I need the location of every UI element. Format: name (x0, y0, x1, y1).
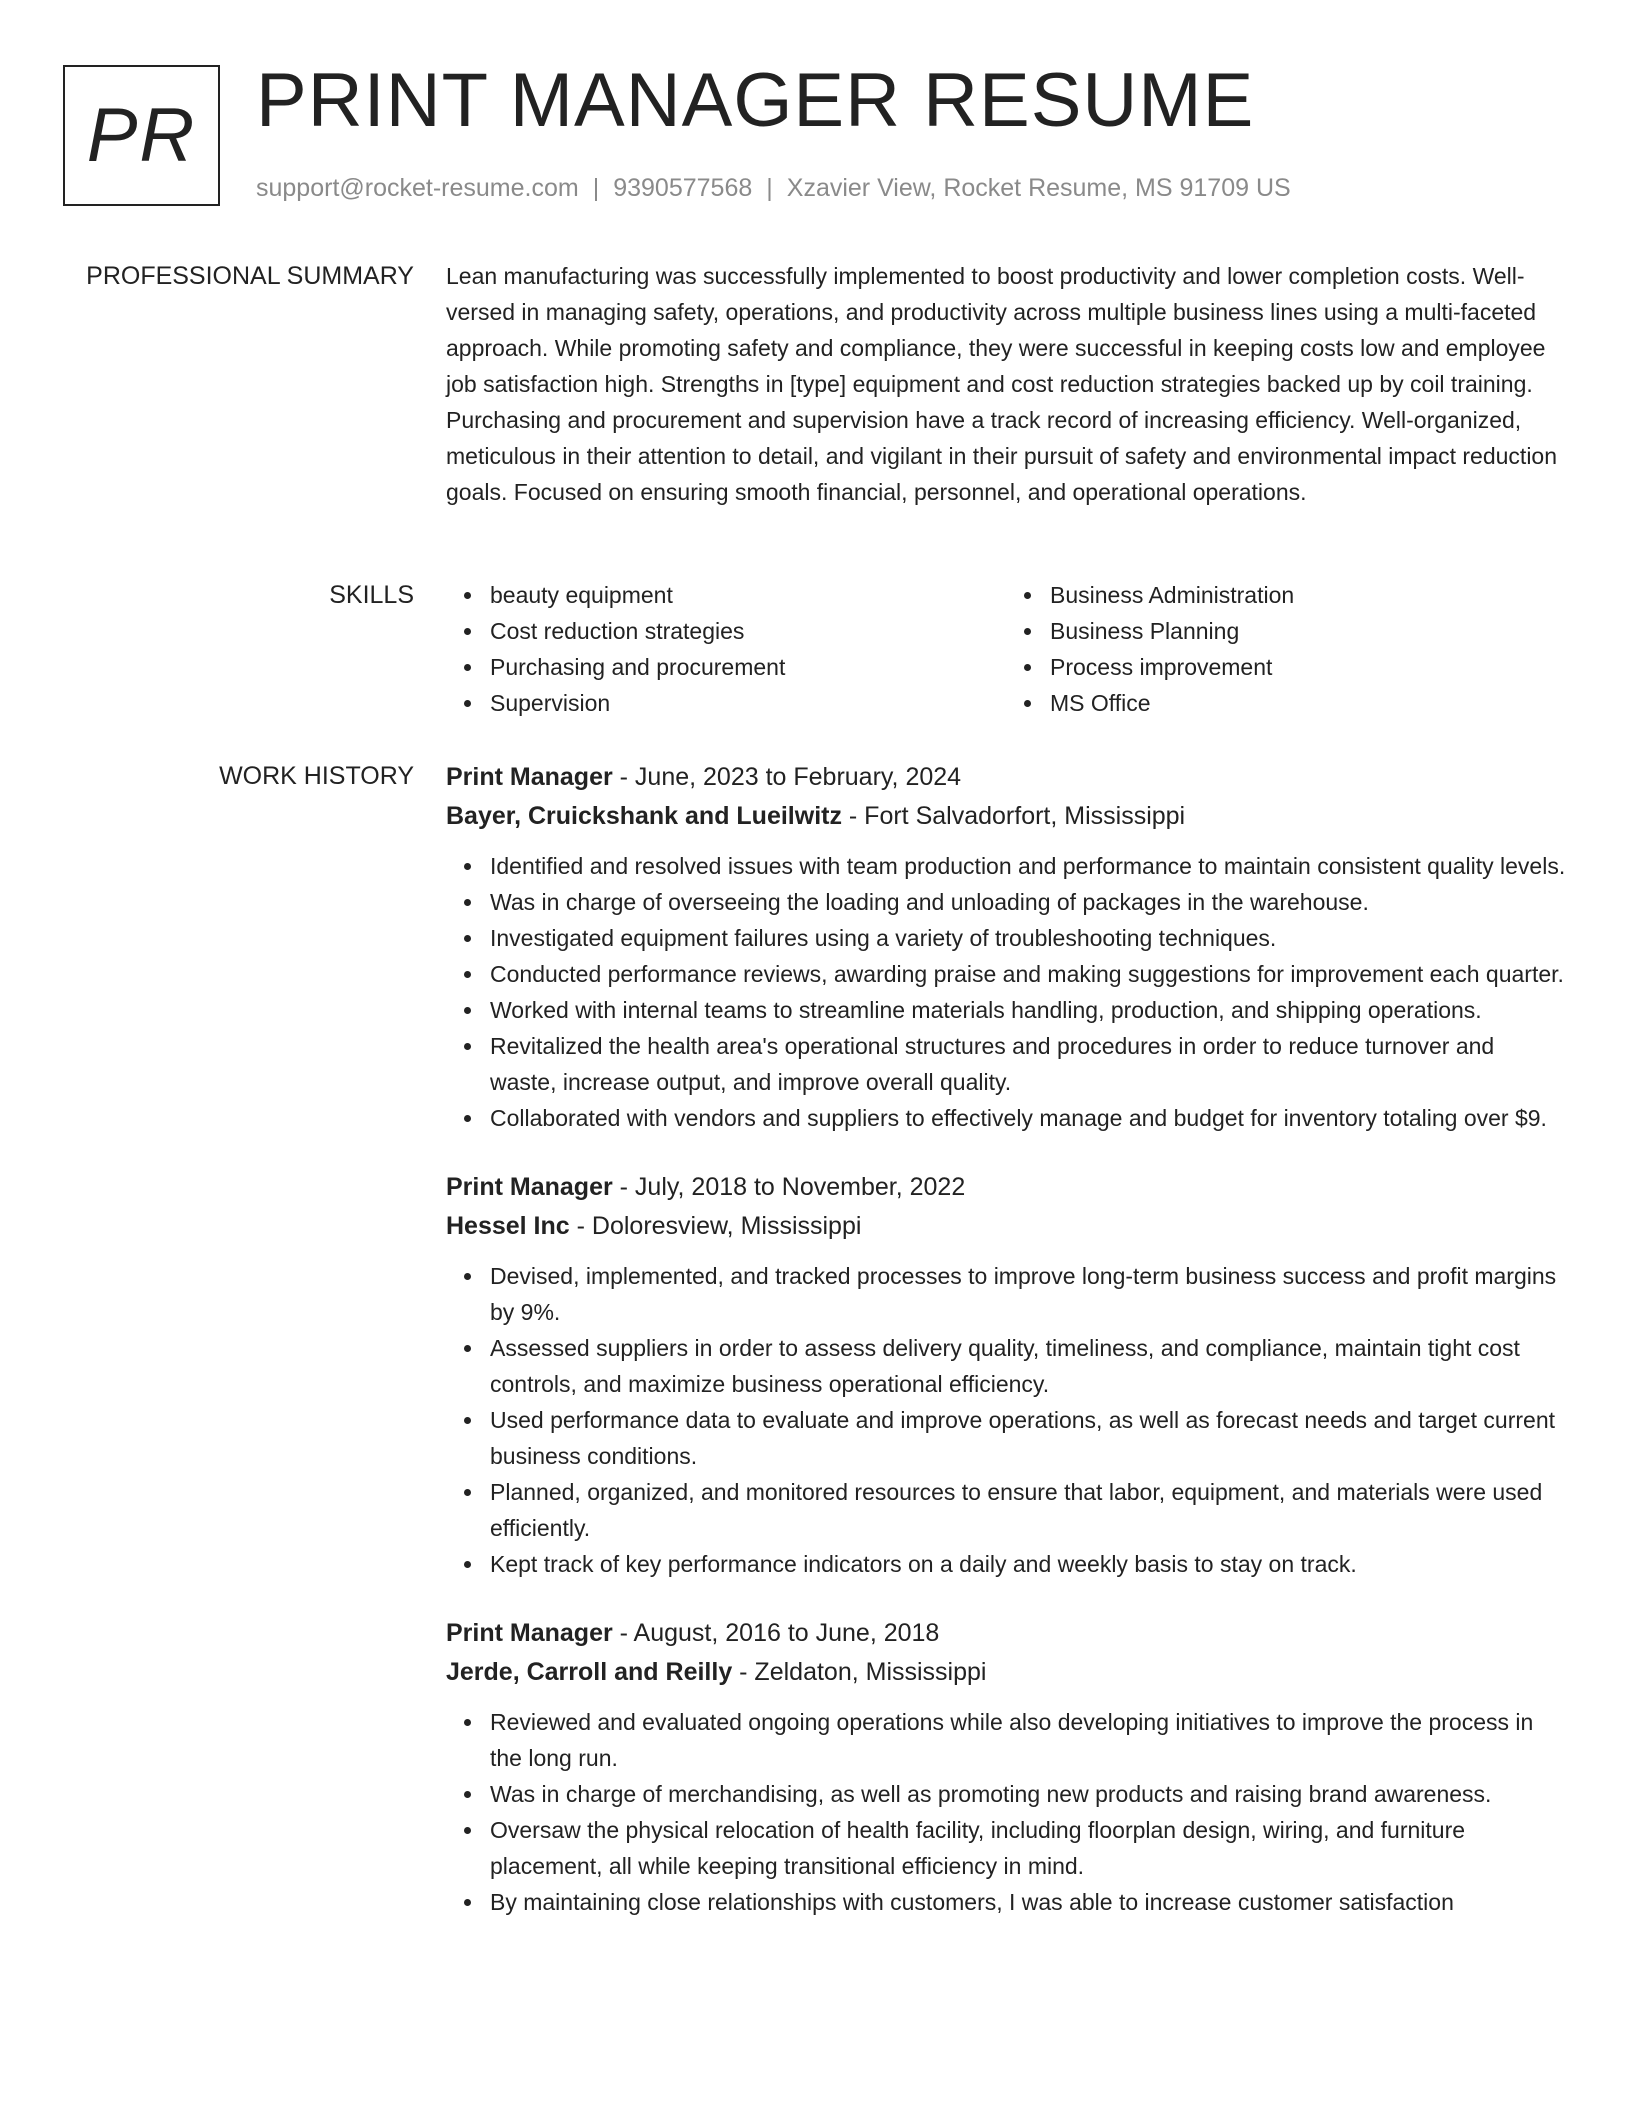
work-history-heading: WORK HISTORY (219, 762, 414, 790)
contact-address: Xzavier View, Rocket Resume, MS 91709 US (786, 174, 1291, 202)
job-title: Print Manager (446, 763, 613, 791)
job-entry (446, 758, 1566, 1136)
resume-title: PRINT MANAGER RESUME (256, 58, 1255, 143)
job-location: - Fort Salvadorfort, Mississippi (841, 802, 1186, 830)
skills-list (446, 577, 1566, 721)
job-title-line (446, 1614, 1566, 1652)
job-bullet: Oversaw the physical relocation of health facility, including floorplan design, wiring, and furniture placement, all while keeping transitional efficiency in mind. (490, 1812, 1566, 1884)
summary-text: Lean manufacturing was successfully implemented to boost productivity and lower completion costs. Well-versed in managing safety, operations, and productivity across multiple business lines using a multi-faceted approach. While promoting safety and compliance, they were successful in keeping costs low and employee job satisfaction high. Strengths in [type] equipment and cost reduction strategies backed up by coil training. Purchasing and procurement and supervision have a track record of increasing efficiency. Well-organized, meticulous in their attention to detail, and vigilant in their pursuit of safety and environmental impact reduction goals. Focused on ensuring smooth financial, personnel, and operational operations. (446, 263, 1558, 505)
summary-body (446, 258, 1566, 510)
job-bullet: Was in charge of merchandising, as well as promoting new products and raising brand awareness. (490, 1776, 1566, 1812)
job-title: Print Manager (446, 1619, 613, 1647)
job-bullet: Was in charge of overseeing the loading and unloading of packages in the warehouse. (490, 884, 1566, 920)
skill-item: Business Administration (1050, 577, 1566, 613)
summary-heading: PROFESSIONAL SUMMARY (86, 262, 414, 290)
job-bullets (446, 1704, 1566, 1920)
skill-item: Cost reduction strategies (490, 613, 1006, 649)
contact-line (256, 174, 1291, 203)
job-dates: - August, 2016 to June, 2018 (612, 1619, 940, 1647)
job-title-line (446, 1168, 1566, 1206)
monogram-logo: PR (63, 65, 220, 206)
job-company: Jerde, Carroll and Reilly (446, 1658, 733, 1686)
job-company-line (446, 1206, 1566, 1246)
job-bullet: Kept track of key performance indicators on a daily and weekly basis to stay on track. (490, 1546, 1566, 1582)
job-company: Bayer, Cruickshank and Lueilwitz (446, 802, 842, 830)
job-bullet: Planned, organized, and monitored resources to ensure that labor, equipment, and materials were used efficiently. (490, 1474, 1566, 1546)
job-dates: - June, 2023 to February, 2024 (612, 763, 962, 791)
skill-item: Business Planning (1050, 613, 1566, 649)
job-company-line (446, 1652, 1566, 1692)
job-company: Hessel Inc (446, 1212, 570, 1240)
job-entry (446, 1614, 1566, 1920)
skills-column-left (446, 577, 1006, 721)
contact-email[interactable]: support@rocket-resume.com (256, 174, 579, 202)
job-bullet: By maintaining close relationships with customers, I was able to increase customer satisfaction (490, 1884, 1566, 1920)
job-bullets (446, 848, 1566, 1136)
job-bullet: Identified and resolved issues with team production and performance to maintain consistent quality levels. (490, 848, 1566, 884)
job-bullet: Worked with internal teams to streamline materials handling, production, and shipping operations. (490, 992, 1566, 1028)
contact-phone[interactable]: 9390577568 (613, 174, 753, 202)
skill-item: MS Office (1050, 685, 1566, 721)
job-bullet: Assessed suppliers in order to assess delivery quality, timeliness, and compliance, maintain tight cost controls, and maximize business operational efficiency. (490, 1330, 1566, 1402)
skill-item: Process improvement (1050, 649, 1566, 685)
job-location: - Zeldaton, Mississippi (732, 1658, 987, 1686)
job-bullet: Collaborated with vendors and suppliers to effectively manage and budget for inventory totaling over $9. (490, 1100, 1566, 1136)
skill-item: Supervision (490, 685, 1006, 721)
job-bullet: Conducted performance reviews, awarding praise and making suggestions for improvement each quarter. (490, 956, 1566, 992)
skill-item: Purchasing and procurement (490, 649, 1006, 685)
job-title-line (446, 758, 1566, 796)
job-bullet: Reviewed and evaluated ongoing operations while also developing initiatives to improve the process in the long run. (490, 1704, 1566, 1776)
job-entry (446, 1168, 1566, 1582)
job-dates: - July, 2018 to November, 2022 (612, 1173, 966, 1201)
job-bullet: Devised, implemented, and tracked processes to improve long-term business success and profit margins by 9%. (490, 1258, 1566, 1330)
contact-separator: | (592, 174, 600, 202)
job-bullets (446, 1258, 1566, 1582)
skills-column-right (1006, 577, 1566, 721)
job-bullet: Investigated equipment failures using a variety of troubleshooting techniques. (490, 920, 1566, 956)
work-history-body (446, 758, 1566, 1952)
job-bullet: Used performance data to evaluate and improve operations, as well as forecast needs and target current business conditions. (490, 1402, 1566, 1474)
job-company-line (446, 796, 1566, 836)
job-title: Print Manager (446, 1173, 613, 1201)
skills-heading: SKILLS (329, 581, 414, 609)
job-location: - Doloresview, Mississippi (569, 1212, 862, 1240)
contact-separator: | (766, 174, 773, 202)
job-bullet: Revitalized the health area's operational structures and procedures in order to reduce turnover and waste, increase output, and improve overall quality. (490, 1028, 1566, 1100)
skill-item: beauty equipment (490, 577, 1006, 613)
